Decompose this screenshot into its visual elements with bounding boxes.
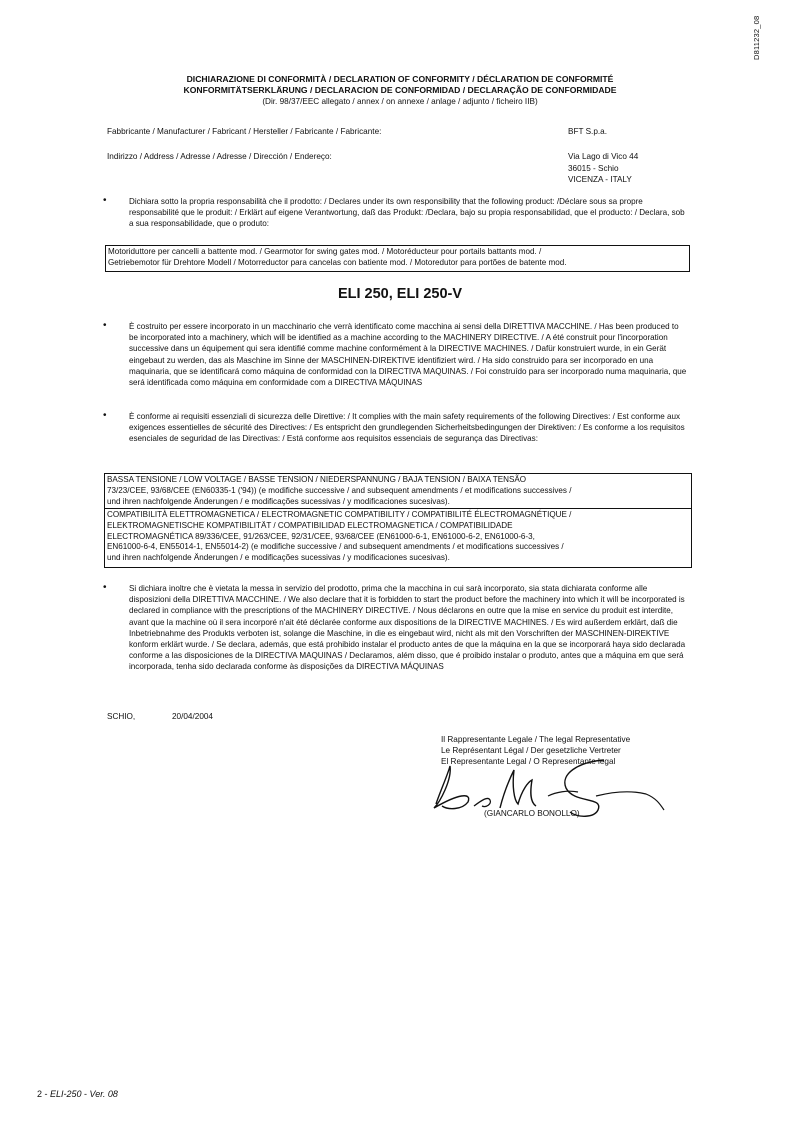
prohibited-bullet: • (103, 582, 107, 593)
lv-line-3: und ihren nachfolgende Änderungen / e modificações sucessivas / y modificaciones sucesivas). (107, 496, 450, 506)
built-for-bullet: • (103, 320, 107, 331)
declare-bullet: • (103, 195, 107, 206)
emc-line-3: ELECTROMAGNÉTICA 89/336/CEE, 91/263/CEE, 92/31/CEE, 93/68/CEE (EN61000-6-1, EN61000-6-2, EN61000-6-3, (107, 531, 535, 541)
date: 20/04/2004 (172, 712, 213, 721)
manufacturer-value: BFT S.p.a. (568, 127, 607, 136)
footer-page: 2 - (37, 1089, 51, 1099)
low-voltage-box (104, 473, 692, 509)
complies-bullet: • (103, 410, 107, 421)
lv-line-2: 73/23/CEE, 93/68/CEE (EN60335-1 ('94)) (e modifiche successive / and subsequent amendments / et modifications successives / (107, 485, 572, 495)
emc-line-5: und ihren nachfolgende Änderungen / e modificações sucessivas / y modificaciones sucesivas). (107, 553, 450, 563)
address-line-3: VICENZA - ITALY (568, 175, 632, 184)
address-label: Indirizzo / Address / Adresse / Adresse / Dirección / Endereço: (107, 152, 332, 161)
footer-sep: - (81, 1089, 90, 1099)
address-value (568, 151, 638, 186)
declare-paragraph: Dichiara sotto la propria responsabilità che il prodotto: / Declares under its own responsibility that the following product: /Déclare sous sa propre responsabilité que le produit: / Erklärt auf eigene Verantwortung, daß das Produkt: /Declara, bajo su propia responsabilidad, que el producto: / Declara, sob a sua responsabilidade, que o produto: (129, 197, 685, 229)
emc-line-1: COMPATIBILITÀ ELETTROMAGNETICA / ELECTROMAGNETIC COMPATIBILITY / COMPATIBILITÉ ÉLECTROMAGNÉTIQUE / (107, 510, 572, 519)
footer-version: Ver. 08 (89, 1089, 118, 1099)
product-box (105, 245, 690, 272)
heading-line-3: (Dir. 98/37/EEC allegato / annex / on annexe / anlage / adjunto / ficheiro IIB) (262, 97, 538, 106)
rep-line-1: Il Rappresentante Legale / The legal Representative (441, 735, 631, 744)
document-code: D811232_08 (752, 15, 761, 60)
model-title: ELI 250, ELI 250-V (337, 286, 463, 302)
address-line-1: Via Lago di Vico 44 (568, 152, 639, 161)
emc-line-4: EN61000-6-4, EN55014-1, EN55014-2) (e modifiche successive / and subsequent amendments / et modifications successives / (107, 542, 564, 552)
prohibited-paragraph: Si dichiara inoltre che è vietata la messa in servizio del prodotto, prima che la macchina in cui sarà incorporato, sia stata dichiarata conforme alle disposizioni della DIRETTIVA MACCHINE. / We also declare that it is forbidden to start the product before the machinery into which it will be incorporated is declared in compliance with the prescriptions of the MACHINERY DIRECTIVE. / Nous déclarons en outre que la mise en service du produit est interdite, avant que la machine où il sera incorporé n'ait été déclarée conforme aux dispositions de la DIRECTIVE MACHINES. / Es wird außerdem erklärt, daß die Inbetriebnahme des Produkts verboten ist, solange die Maschine, in die es eingebaut wird, nicht als mit den Vorschriften der MASCHINEN-DIREKTIVE konform erklärt wurde. / Se declara, además, que está prohibido instalar el producto antes de que la máquina en la que se incorporará haya sido declarada conforme a las disposiciones de la DIRECTIVA MAQUINAS / Declaramos, além disso, que é proibido instalar o produto, antes que a máquina em que será incorporada, tenha sido declarada conforme às disposições da DIRECTIVA MÁQUINAS (129, 584, 686, 672)
representative-name: (GIANCARLO BONOLLO) (484, 809, 580, 818)
product-line-1: Motoriduttore per cancelli a battente mod. / Gearmotor for swing gates mod. / Motoréducteur pour portails battants mod. / (108, 247, 542, 256)
complies-paragraph: È conforme ai requisiti essenziali di sicurezza delle Direttive: / It complies with the main safety requirements of the following Directives: / Est conforme aux exigences essentielles de sécurité des Directives: / Es entspricht den grundlegenden Sicherheitsbedingungen der Direktiven: / Es conforme a los requisitos esenciales de seguridad de las Directivas: / Está conforme aos requisitos essenciais de segurança das Directivas: (129, 412, 685, 444)
page-footer (37, 1089, 118, 1099)
heading-line-2: KONFORMITÄTSERKLÄRUNG / DECLARACION DE CONFORMIDAD / DECLARAÇÃO DE CONFORMIDADE (183, 85, 617, 95)
place: SCHIO, (107, 712, 136, 721)
rep-line-2: Le Représentant Légal / Der gesetzliche Vertreter (441, 746, 621, 756)
emc-line-2: ELEKTROMAGNETISCHE KOMPATIBILITÄT / COMPATIBILIDAD ELECTROMAGNETICA / COMPATIBILIDADE (107, 520, 513, 530)
footer-doc: ELI-250 (50, 1089, 82, 1099)
product-line-2: Getriebemotor für Drehtore Modell / Motorreductor para cancelas con batiente mod. / Motoredutor para portões de batente mod. (108, 257, 567, 267)
built-for-paragraph: È costruito per essere incorporato in un macchinario che verrà identificato come macchina ai sensi della DIRETTIVA MACCHINE. / Has been produced to be incorporated into a machinery, which will be identified as a machine according to the MACHINERY DIRECTIVE. / A été construit pour l'incorporation successive dans un équipement qui sera identifié comme machine conformément à la DIRECTIVE MACHINES. / Dafür konstruiert wurde, in ein Gerät eingebaut zu werden, das als Maschine im Sinne der MASCHINEN-DIREKTIVE identifiziert wird. / Ha sido construido para ser incorporado en una maquinaria, que se identificará como máquina de conformidad con la DIRECTIVA MAQUINAS. / Foi construído para ser incorporado numa maquinaria, que será identificada como máquina em conformidade com a DIRECTIVA MÁQUINAS (129, 322, 687, 388)
manufacturer-label: Fabbricante / Manufacturer / Fabricant / Hersteller / Fabricante / Fabricante: (107, 127, 382, 136)
declaration-heading (100, 74, 700, 107)
heading-line-1: DICHIARAZIONE DI CONFORMITÀ / DECLARATION OF CONFORMITY / DÉCLARATION DE CONFORMITÉ (186, 74, 614, 84)
emc-box (104, 508, 692, 568)
rep-line-3: El Representante Legal / O Representante legal (441, 757, 616, 767)
lv-line-1: BASSA TENSIONE / LOW VOLTAGE / BASSE TENSION / NIEDERSPANNUNG / BAJA TENSION / BAIXA TENSÃO (107, 475, 527, 484)
address-line-2: 36015 - Schio (568, 163, 619, 173)
